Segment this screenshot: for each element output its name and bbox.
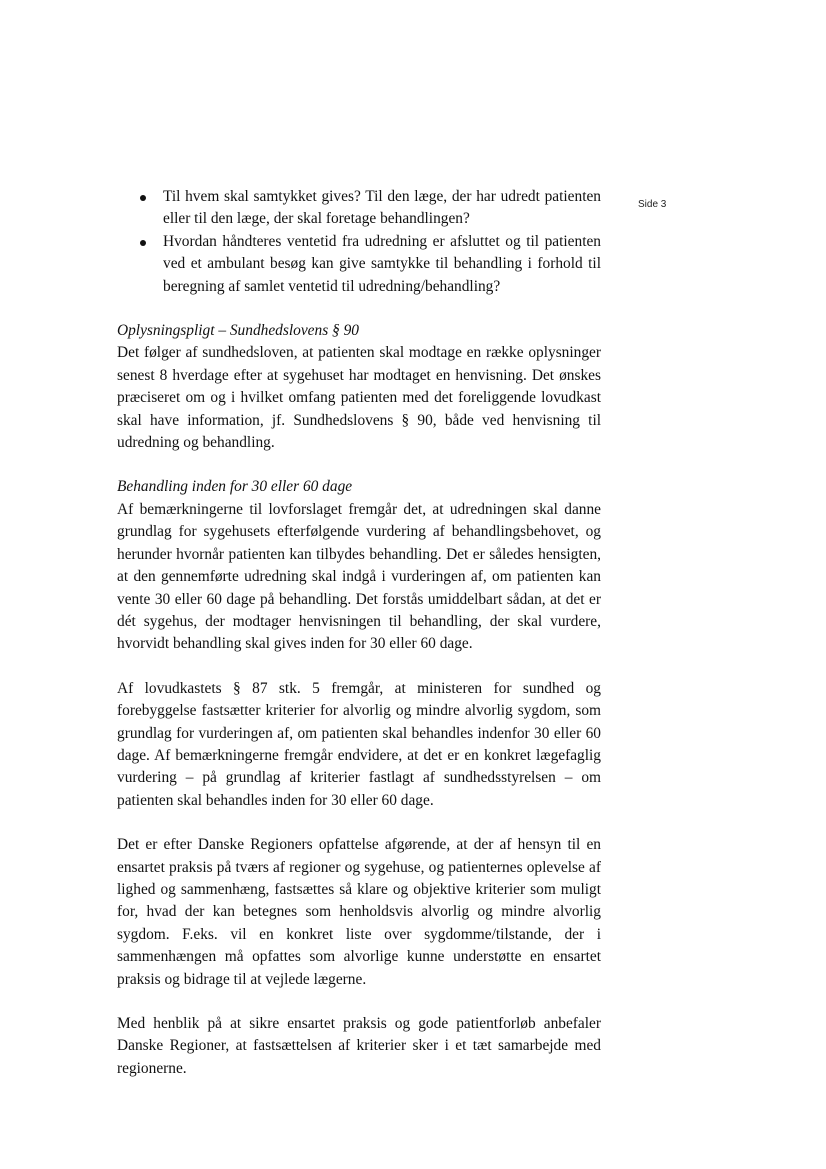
section-oplysningspligt	[117, 320, 601, 454]
section-behandling	[117, 476, 601, 1080]
bullet-icon	[140, 195, 146, 201]
paragraph: Det er efter Danske Regioners opfattelse afgørende, at der af hensyn til en ensartet praksis på tværs af regioner og sygehuse, og patienternes oplevelse af lighed og sammenhæng, fastsættes så klare og objektive kriterier som muligt for, hvad der kan betegnes som henholdsvis alvorlig og mindre alvorlig sygdom. F.eks. vil en konkret liste over sygdomme/tilstande, der i sammenhængen må opfattes som alvorlige kunne understøtte en ensartet praksis og bidrage til at vejlede lægerne.	[117, 836, 601, 988]
paragraph: Det følger af sundhedsloven, at patienten skal modtage en række oplysninger senest 8 hverdage efter at sygehuset har modtaget en henvisning. Det ønskes præciseret om og i hvilket omfang patienten med det foreliggende lovudkast skal have information, jf. Sundhedslovens § 90, både ved henvisning til udredning og behandling.	[117, 344, 601, 452]
list-item	[117, 186, 601, 231]
paragraph: Af lovudkastets § 87 stk. 5 fremgår, at ministeren for sundhed og forebyggelse fastsætter kriterier for alvorlig og mindre alvorlig sygdom, som grundlag for vurderingen af, om patienten skal behandles indenfor 30 eller 60 dage. Af bemærkningerne fremgår endvidere, at det er en konkret lægefaglig vurdering – på grundlag af kriterier fastlagt af sundhedsstyrelsen – om patienten skal behandles inden for 30 eller 60 dage.	[117, 679, 601, 809]
list-item-text: Hvordan håndteres ventetid fra udredning er afsluttet og til patienten ved et ambulant besøg kan give samtykke til behandling i forhold til beregning af samlet ventetid til udredning/behandling?	[163, 232, 601, 295]
bullet-icon	[140, 240, 146, 246]
page-number-label: Side 3	[638, 199, 667, 210]
paragraph: Af bemærkningerne til lovforslaget fremgår det, at udredningen skal danne grundlag for sygehusets efterfølgende vurdering af behandlingsbehovet, og herunder hvornår patienten kan tilbydes behandling. Det er således hensigten, at den gennemførte udredning skal indgå i vurderingen af, om patienten kan vente 30 eller 60 dage på behandling. Det forstås umiddelbart sådan, at det er dét sygehus, der modtager henvisningen til behandling, der skal vurdere, hvorvidt behandling skal gives inden for 30 eller 60 dage.	[117, 500, 601, 653]
question-list	[117, 186, 601, 298]
list-item	[117, 231, 601, 298]
list-item-text: Til hvem skal samtykket gives? Til den læge, der har udredt patienten eller til den læge, der skal foretage behandlingen?	[163, 188, 601, 228]
section-heading: Behandling inden for 30 eller 60 dage	[117, 478, 353, 496]
paragraph: Med henblik på at sikre ensartet praksis og gode patientforløb anbefaler Danske Regioner, at fastsættelsen af kriterier sker i et tæt samarbejde med regionerne.	[117, 1015, 601, 1077]
document-body	[117, 186, 601, 1080]
section-heading: Oplysningspligt – Sundhedslovens § 90	[117, 322, 359, 340]
